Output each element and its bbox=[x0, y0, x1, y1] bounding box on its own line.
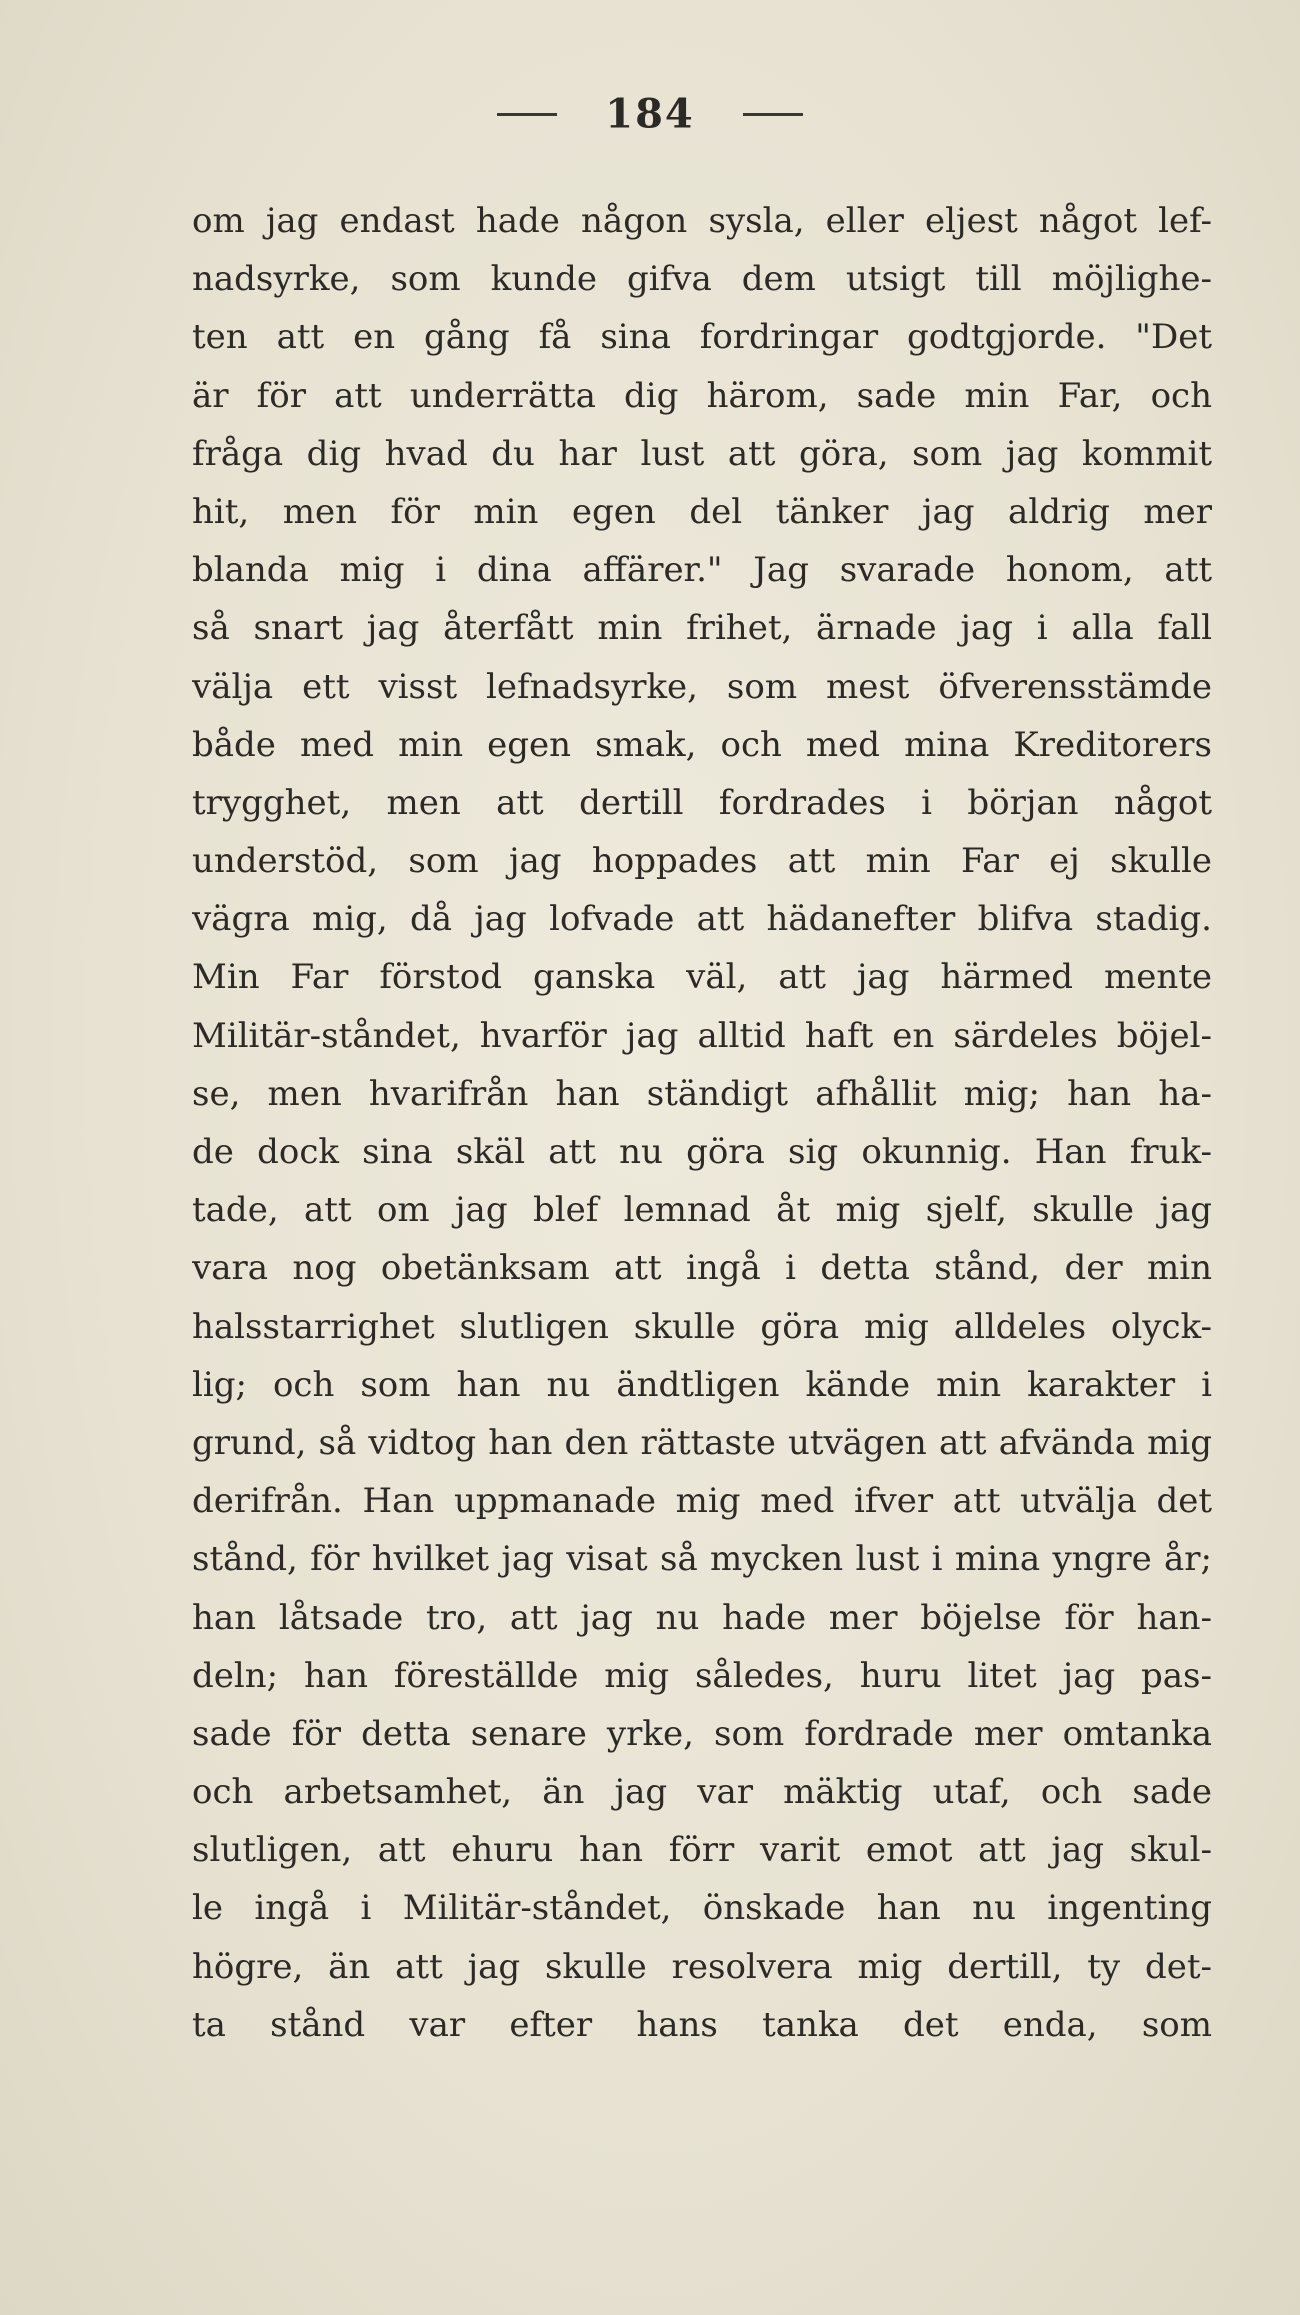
text-line: derifrån. Han uppmanade mig med ifver att utvälja det bbox=[192, 1481, 1212, 1522]
text-line: och arbetsamhet, än jag var mäktig utaf, och sade bbox=[192, 1772, 1212, 1813]
text-line: ten att en gång få sina fordringar godtgjorde. "Det bbox=[192, 317, 1212, 358]
text-line: både med min egen smak, och med mina Kreditorers bbox=[192, 724, 1212, 765]
text-line: understöd, som jag hoppades att min Far ej skulle bbox=[192, 841, 1212, 882]
text-line: le ingå i Militär-ståndet, önskade han nu ingenting bbox=[192, 1888, 1212, 1929]
text-line: nadsyrke, som kunde gifva dem utsigt till möjlighe- bbox=[192, 259, 1212, 300]
text-line: de dock sina skäl att nu göra sig okunnig. Han fruk- bbox=[192, 1132, 1212, 1172]
page-number: 184 bbox=[605, 90, 695, 138]
text-line: vägra mig, då jag lofvade att hädanefter blifva stadig. bbox=[192, 899, 1212, 940]
text-line: deln; han föreställde mig således, huru litet jag pas- bbox=[192, 1655, 1212, 1696]
left-dash bbox=[497, 113, 557, 116]
text-line: trygghet, men att dertill fordrades i början något bbox=[192, 782, 1212, 823]
text-line: grund, så vidtog han den rättaste utvägen att afvända mig bbox=[192, 1422, 1212, 1463]
text-line: Militär-ståndet, hvarför jag alltid haft en särdeles böjel- bbox=[192, 1015, 1212, 1056]
text-line: ta stånd var efter hans tanka det enda, som bbox=[192, 2004, 1212, 2045]
text-line: sade för detta senare yrke, som fordrade mer omtanka bbox=[192, 1713, 1212, 1754]
text-line: välja ett visst lefnadsyrke, som mest öfverensstämde bbox=[192, 666, 1212, 707]
text-line: stånd, för hvilket jag visat så mycken lust i mina yngre år; bbox=[192, 1539, 1212, 1580]
text-line: är för att underrätta dig härom, sade min Far, och bbox=[192, 375, 1212, 416]
text-line: vara nog obetänksam att ingå i detta stånd, der min bbox=[192, 1248, 1212, 1289]
text-line: lig; och som han nu ändtligen kände min karakter i bbox=[192, 1364, 1212, 1405]
text-line: högre, än att jag skulle resolvera mig dertill, ty det- bbox=[192, 1946, 1212, 1987]
text-line: han låtsade tro, att jag nu hade mer böjelse för han- bbox=[192, 1597, 1212, 1638]
text-line: Min Far förstod ganska väl, att jag härmed mente bbox=[192, 957, 1212, 998]
text-line: om jag endast hade någon sysla, eller eljest något lef- bbox=[192, 201, 1212, 241]
text-line: se, men hvarifrån han ständigt afhållit mig; han ha- bbox=[192, 1073, 1212, 1114]
text-line: fråga dig hvad du har lust att göra, som jag kommit bbox=[192, 433, 1212, 474]
page-header bbox=[0, 88, 1300, 138]
body-text bbox=[192, 192, 1212, 2054]
text-line: halsstarrighet slutligen skulle göra mig alldeles olyck- bbox=[192, 1306, 1212, 1347]
text-line: tade, att om jag blef lemnad åt mig sjelf, skulle jag bbox=[192, 1190, 1212, 1231]
text-line: slutligen, att ehuru han förr varit emot att jag skul- bbox=[192, 1830, 1212, 1871]
right-dash bbox=[743, 113, 803, 116]
text-line: blanda mig i dina affärer." Jag svarade honom, att bbox=[192, 550, 1212, 591]
text-line: så snart jag återfått min frihet, ärnade jag i alla fall bbox=[192, 608, 1212, 649]
text-line: hit, men för min egen del tänker jag aldrig mer bbox=[192, 491, 1212, 532]
